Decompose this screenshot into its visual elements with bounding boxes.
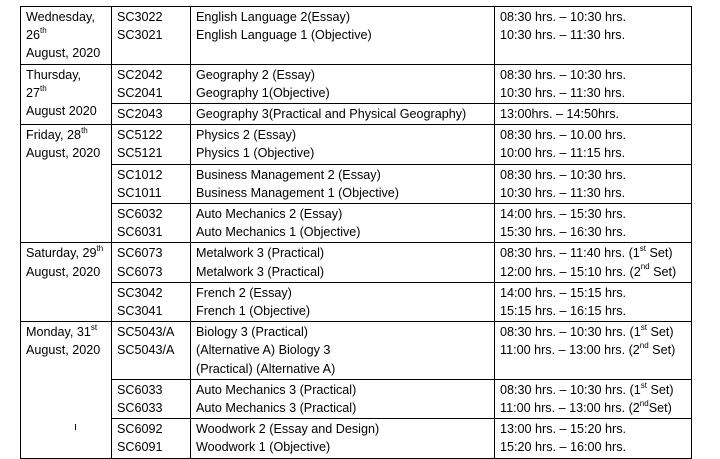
time-cell bbox=[495, 104, 692, 125]
subject-name: English Language 1 (Objective) bbox=[196, 28, 372, 43]
set-label: Set) bbox=[646, 325, 674, 340]
time-slot: 15:20 hrs. – 16:00 hrs. bbox=[500, 440, 627, 455]
paper-code: SC6073 bbox=[117, 246, 163, 261]
day-label: Wednesday, bbox=[26, 10, 95, 24]
subject-name: Auto Mechanics 3 (Practical) bbox=[196, 401, 357, 416]
time-slot: 08:30 hrs. – 10:30 hrs. bbox=[500, 167, 627, 182]
time-cell bbox=[495, 125, 692, 164]
time-slot: 12:00 hrs. – 15:10 hrs. (2 bbox=[500, 264, 641, 279]
time-cell bbox=[495, 419, 692, 458]
time-slot: 14:00 hrs. – 15:15 hrs. bbox=[500, 285, 627, 300]
table-row bbox=[21, 164, 692, 203]
time-slot: 10:30 hrs. – 11:30 hrs. bbox=[500, 85, 626, 100]
day-date: 26 bbox=[26, 28, 41, 43]
time-cell bbox=[495, 379, 692, 418]
time-cell bbox=[495, 243, 692, 282]
day-date: 27 bbox=[26, 85, 41, 100]
time-slot: 15:30 hrs. – 16:30 hrs. bbox=[500, 225, 627, 240]
paper-code: SC5043/A bbox=[117, 325, 175, 340]
paper-code: SC2041 bbox=[117, 85, 163, 100]
table-row bbox=[21, 419, 692, 458]
time-slot: 08:30 hrs. – 10:30 hrs. bbox=[500, 67, 627, 82]
exam-timetable bbox=[20, 6, 692, 459]
subject-cell bbox=[191, 419, 495, 458]
table-row bbox=[21, 64, 692, 103]
time-slot: 13:00 hrs. – 15:20 hrs. bbox=[500, 422, 627, 437]
paper-code: SC6073 bbox=[117, 264, 163, 279]
subject-name: Biology 3 (Practical) bbox=[196, 325, 308, 340]
subject-name: Geography 2 (Essay) bbox=[196, 67, 315, 82]
time-slot: 15:15 hrs. – 16:15 hrs. bbox=[500, 304, 627, 319]
date-suffix: st bbox=[90, 323, 98, 333]
paper-code: SC1012 bbox=[117, 167, 163, 182]
time-slot: 10:00 hrs. – 11:15 hrs. bbox=[500, 146, 626, 161]
day-label: Friday, 28 bbox=[26, 128, 82, 143]
date-suffix: th bbox=[96, 244, 104, 254]
code-cell bbox=[112, 7, 191, 65]
time-cell bbox=[495, 322, 692, 380]
paper-code: SC6031 bbox=[117, 225, 163, 240]
time-slot: 08:30 hrs. – 10.00 hrs. bbox=[500, 128, 627, 143]
subject-name: Business Management 2 (Essay) bbox=[196, 167, 381, 182]
subject-name: (Practical) (Alternative A) bbox=[196, 361, 336, 376]
code-cell bbox=[112, 243, 191, 282]
code-cell bbox=[112, 379, 191, 418]
table-row bbox=[21, 104, 692, 125]
set-suffix: st bbox=[639, 244, 647, 254]
subject-name: Physics 2 (Essay) bbox=[196, 128, 297, 143]
time-slot: 11:00 hrs. – 13:00 hrs. (2 bbox=[500, 343, 640, 358]
day-cell bbox=[21, 7, 112, 65]
time-cell bbox=[495, 164, 692, 203]
subject-name: Auto Mechanics 3 (Practical) bbox=[196, 382, 357, 397]
paper-code: SC3041 bbox=[117, 304, 163, 319]
date-suffix: th bbox=[40, 26, 47, 36]
subject-name: Geography 1(Objective) bbox=[196, 85, 330, 100]
set-label: Set) bbox=[646, 246, 673, 261]
table-row bbox=[21, 125, 692, 164]
table-row bbox=[21, 243, 692, 282]
subject-name: English Language 2(Essay) bbox=[196, 10, 351, 24]
time-cell bbox=[495, 204, 692, 243]
paper-code: SC2042 bbox=[117, 67, 163, 82]
time-slot: 08:30 hrs. – 10:30 hrs. (1 bbox=[500, 382, 641, 397]
paper-code: SC6033 bbox=[117, 401, 163, 416]
set-suffix: nd bbox=[639, 398, 649, 408]
day-cell bbox=[21, 243, 112, 322]
paper-code: SC5121 bbox=[117, 146, 163, 161]
paper-code: SC1011 bbox=[117, 185, 162, 200]
table-row bbox=[21, 322, 692, 380]
subject-cell bbox=[191, 282, 495, 321]
set-suffix: st bbox=[640, 323, 647, 333]
time-cell bbox=[495, 7, 692, 65]
paper-code: SC6092 bbox=[117, 422, 163, 437]
time-slot: 10:30 hrs. – 11:30 hrs. bbox=[500, 185, 626, 200]
subject-cell bbox=[191, 104, 495, 125]
time-slot: 13:00hrs. – 14:50hrs. bbox=[500, 107, 620, 122]
day-month: August 2020 bbox=[26, 104, 97, 119]
date-suffix: th bbox=[81, 126, 88, 136]
day-month: August, 2020 bbox=[26, 46, 101, 61]
subject-name: Woodwork 2 (Essay and Design) bbox=[196, 422, 380, 437]
table-row bbox=[21, 379, 692, 418]
time-slot: 11:00 hrs. – 13:00 hrs. (2 bbox=[500, 401, 640, 416]
day-cell bbox=[21, 125, 112, 243]
table-row bbox=[21, 7, 692, 65]
subject-name: Metalwork 3 (Practical) bbox=[196, 246, 325, 261]
subject-name: Auto Mechanics 1 (Objective) bbox=[196, 225, 361, 240]
table-row bbox=[21, 282, 692, 321]
time-slot: 14:00 hrs. – 15:30 hrs. bbox=[500, 207, 627, 222]
date-suffix: th bbox=[40, 83, 47, 93]
time-slot: 08:30 hrs. – 10:30 hrs. bbox=[500, 10, 627, 24]
time-cell bbox=[495, 282, 692, 321]
paper-code: SC6032 bbox=[117, 207, 163, 222]
set-suffix: nd bbox=[639, 341, 649, 351]
set-label: Set) bbox=[646, 382, 674, 397]
subject-cell bbox=[191, 7, 495, 65]
set-suffix: nd bbox=[640, 262, 650, 272]
code-cell bbox=[112, 204, 191, 243]
subject-name: Physics 1 (Objective) bbox=[196, 146, 315, 161]
subject-name: French 2 (Essay) bbox=[196, 285, 292, 300]
paper-code: SC3022 bbox=[117, 10, 163, 24]
subject-cell bbox=[191, 125, 495, 164]
code-cell bbox=[112, 322, 191, 380]
subject-cell bbox=[191, 204, 495, 243]
code-cell bbox=[112, 164, 191, 203]
set-label: Set) bbox=[649, 264, 677, 279]
set-suffix: st bbox=[640, 380, 647, 390]
day-label: Thursday, bbox=[26, 67, 82, 82]
day-cell bbox=[21, 322, 112, 458]
paper-code: SC6033 bbox=[117, 382, 163, 397]
paper-code: SC5122 bbox=[117, 128, 163, 143]
code-cell bbox=[112, 104, 191, 125]
subject-name: Auto Mechanics 2 (Essay) bbox=[196, 207, 343, 222]
day-month: August, 2020 bbox=[26, 146, 101, 161]
code-cell bbox=[112, 125, 191, 164]
table-row bbox=[21, 204, 692, 243]
subject-cell bbox=[191, 164, 495, 203]
day-label: Saturday, 29 bbox=[26, 246, 97, 261]
subject-name: French 1 (Objective) bbox=[196, 304, 311, 319]
time-slot: 08:30 hrs. – 10:30 hrs. (1 bbox=[500, 325, 641, 340]
day-month: August, 2020 bbox=[26, 343, 101, 358]
page-edge-mark bbox=[75, 424, 76, 430]
day-label: Monday, 31 bbox=[26, 325, 91, 340]
subject-name: Geography 3(Practical and Physical Geography) bbox=[196, 107, 467, 122]
code-cell bbox=[112, 64, 191, 103]
code-cell bbox=[112, 419, 191, 458]
subject-name: Metalwork 3 (Practical) bbox=[196, 264, 325, 279]
time-slot: 10:30 hrs. – 11:30 hrs. bbox=[500, 28, 626, 43]
subject-name: (Alternative A) Biology 3 bbox=[196, 343, 331, 358]
subject-cell bbox=[191, 379, 495, 418]
subject-cell bbox=[191, 322, 495, 380]
paper-code: SC3042 bbox=[117, 285, 163, 300]
subject-cell bbox=[191, 243, 495, 282]
paper-code: SC2043 bbox=[117, 107, 163, 122]
subject-name: Woodwork 1 (Objective) bbox=[196, 440, 331, 455]
paper-code: SC3021 bbox=[117, 28, 163, 43]
subject-name: Business Management 1 (Objective) bbox=[196, 185, 399, 200]
set-label: Set) bbox=[648, 401, 672, 416]
time-slot: 08:30 hrs. – 11:40 hrs. (1 bbox=[500, 246, 640, 261]
subject-cell bbox=[191, 64, 495, 103]
paper-code: SC5043/A bbox=[117, 343, 175, 358]
set-label: Set) bbox=[648, 343, 676, 358]
time-cell bbox=[495, 64, 692, 103]
paper-code: SC6091 bbox=[117, 440, 163, 455]
day-month: August, 2020 bbox=[26, 264, 101, 279]
day-cell bbox=[21, 64, 112, 125]
code-cell bbox=[112, 282, 191, 321]
